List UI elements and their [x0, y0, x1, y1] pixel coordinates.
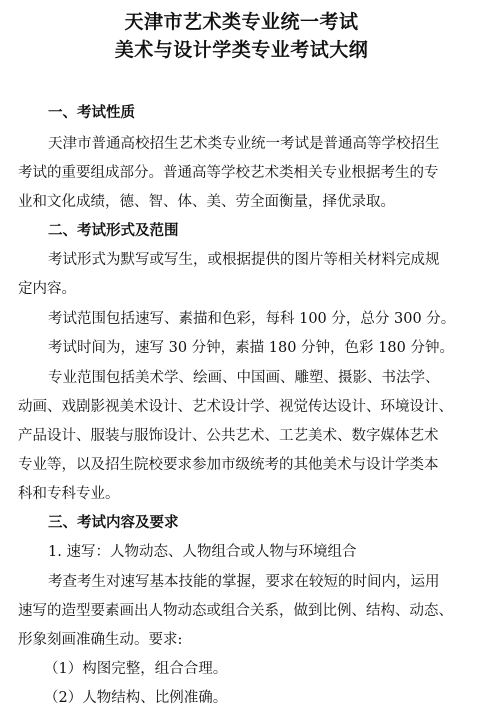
paragraph-line: 天津市普通高校招生艺术类专业统一考试是普通高等学校招生	[48, 136, 440, 152]
paragraph-line: 动画、戏剧影视美术设计、艺术设计学、视觉传达设计、环境设计、	[18, 399, 453, 415]
subsection-heading-sketch: 1. 速写：人物动态、人物组合或人物与环境组合	[48, 544, 357, 560]
paragraph-line: 考试范围包括速写、素描和色彩，每科 100 分，总分 300 分。	[48, 311, 456, 327]
section-heading-nature: 一、考试性质	[48, 105, 135, 121]
section-heading-content-requirements: 三、考试内容及要求	[48, 515, 179, 531]
section-heading-form-scope: 二、考试形式及范围	[48, 223, 179, 239]
requirement-item: （2）人物结构、比例准确。	[44, 690, 228, 706]
paragraph-line: 考试时间为，速写 30 分钟，素描 180 分钟，色彩 180 分钟。	[48, 340, 454, 356]
paragraph-line: 业和文化成绩，德、智、体、美、劳全面衡量，择优录取。	[18, 194, 395, 210]
paragraph-line: 考试的重要组成部分。普通高等学校艺术类相关专业根据考生的专	[18, 165, 439, 181]
document-title-line-1: 天津市艺术类专业统一考试	[124, 11, 359, 33]
paragraph-line: 考查考生对速写基本技能的掌握，要求在较短的时间内，运用	[48, 574, 440, 590]
requirement-item: （1）构图完整，组合合理。	[44, 661, 228, 677]
paragraph-line: 专业范围包括美术学、绘画、中国画、雕塑、摄影、书法学、	[48, 370, 440, 386]
paragraph-line: 产品设计、服装与服饰设计、公共艺术、工艺美术、数字媒体艺术	[18, 428, 439, 444]
paragraph-line: 科和专科专业。	[18, 486, 120, 502]
paragraph-line: 速写的造型要素画出人物动态或组合关系，做到比例、结构、动态、	[18, 603, 453, 619]
document-title-line-2: 美术与设计学类专业考试大纲	[114, 39, 369, 61]
paragraph-line: 定内容。	[18, 281, 76, 297]
paragraph-line: 形象刻画准确生动。要求:	[18, 632, 183, 648]
paragraph-line: 专业等，以及招生院校要求参加市级统考的其他美术与设计学类本	[18, 457, 439, 473]
paragraph-line: 考试形式为默写或写生，或根据提供的图片等相关材料完成规	[48, 252, 440, 268]
